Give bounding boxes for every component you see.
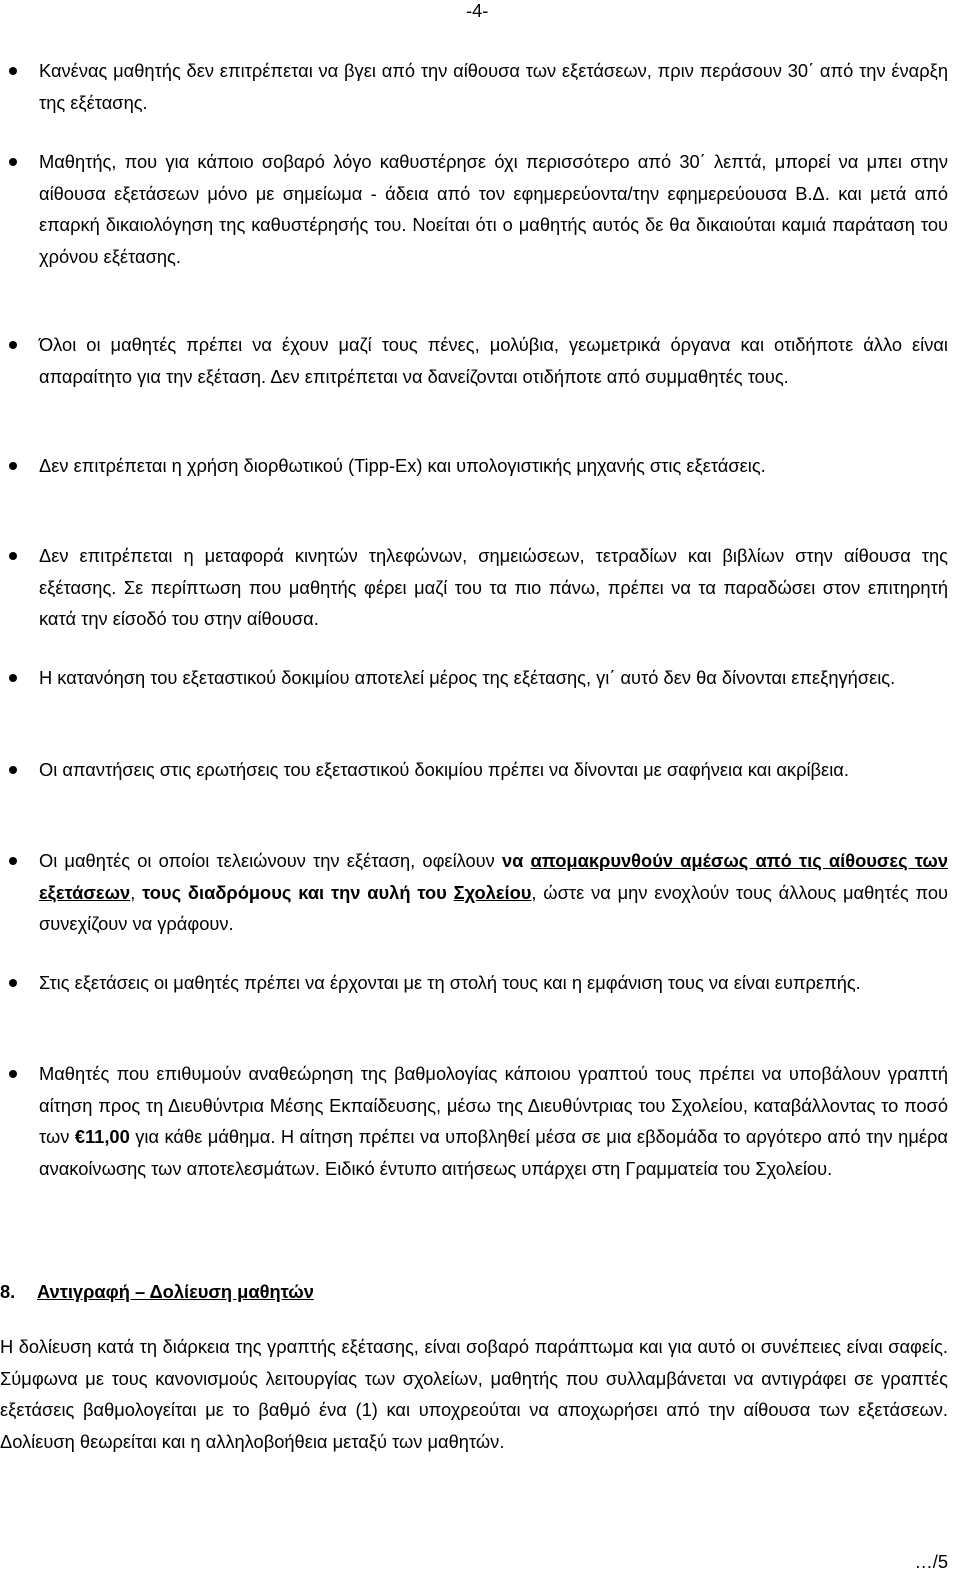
- bullet-icon: [9, 979, 17, 987]
- continued-marker: …/5: [914, 1551, 948, 1572]
- rule-text: Δεν επιτρέπεται η μεταφορά κινητών τηλεφώνων, σημειώσεων, τετραδίων και βιβλίων στην αίθουσα της εξέτασης. Σε περίπτωση που μαθητής φέρει μαζί του τα πιο πάνω, πρέπει να τα παραδώσει στον επιτηρητή κατά την είσοδό του στην αίθουσα.: [39, 545, 948, 629]
- rule-text: Όλοι οι μαθητές πρέπει να έχουν μαζί τους πένες, μολύβια, γεωμετρικά όργανα και οτιδήποτε άλλο είναι απαραίτητο για την εξέταση. Δεν επιτρέπεται να δανείζονται οτιδήποτε από συμμαθητές τους.: [39, 334, 948, 387]
- rule-text-bold-underline: Σχολείου: [453, 881, 532, 903]
- rule-text-bold-part: τους διαδρόμους: [142, 881, 292, 903]
- rule-text: Η κατανόηση του εξεταστικού δοκιμίου αποτελεί μέρος της εξέτασης, γι΄ αυτό δεν θα δίνονται επεξηγήσεις.: [39, 667, 896, 688]
- rule-text-part: Μαθητές που επιθυμούν αναθεώρηση της βαθμολογίας κάποιου γραπτού τους πρέπει να υποβάλουν γραπτή αίτηση προς τη Διευθύντρια Μέσης Εκπαίδευσης, μέσω της Διευθύντριας του Σχολείου, καταβάλλοντας το ποσό των: [39, 1063, 948, 1147]
- rule-text-part: για κάθε μάθημα. Η αίτηση πρέπει να υποβληθεί μέσα σε μια εβδομάδα το αργότερο από την ημέρα ανακοίνωσης των αποτελεσμάτων. Ειδικό έντυπο αιτήσεως υπάρχει στη Γραμματεία του Σχολείου.: [39, 1126, 948, 1179]
- rule-text: Κανένας μαθητής δεν επιτρέπεται να βγει από την αίθουσα των εξετάσεων, πριν περάσουν 30΄ από την έναρξη της εξέτασης.: [39, 60, 948, 113]
- bullet-icon: [9, 462, 17, 470]
- rule-text: Μαθητής, που για κάποιο σοβαρό λόγο καθυστέρησε όχι περισσότερο από 30΄ λεπτά, μπορεί να μπει στην αίθουσα εξετάσεων μόνο με σημείωμα - άδεια από τον εφημερεύοντα/την εφημερεύουσα Β.Δ. και μετά από επαρκή δικαιολόγηση της καθυστέρησής του. Νοείται ότι ο μαθητής αυτός δε θα δικαιούται καμιά παράταση του χρόνου εξέτασης.: [39, 151, 948, 267]
- rule-text-bold: €11,00: [74, 1126, 130, 1147]
- rule-text: [39, 845, 948, 940]
- rule-text-part: Οι μαθητές οι οποίοι τελειώνουν την εξέταση, οφείλουν: [39, 850, 502, 871]
- rule-text: [39, 1058, 948, 1184]
- bullet-icon: [9, 857, 17, 865]
- rule-text-bold-part: και την αυλή του: [291, 881, 454, 903]
- page-number: -4-: [466, 0, 489, 21]
- rule-text-bold-part: να: [501, 850, 531, 871]
- rule-text: Δεν επιτρέπεται η χρήση διορθωτικού (Tipp-Ex) και υπολογιστικής μηχανής στις εξετάσεις.: [39, 455, 766, 476]
- section-body: Η δολίευση κατά τη διάρκεια της γραπτής εξέτασης, είναι σοβαρό παράπτωμα και για αυτό οι συνέπειες είναι σαφείς. Σύμφωνα με τους κανονισμούς λειτουργίας των σχολείων, μαθητής που συλλαμβάνεται να αντιγράφει σε γραπτές εξετάσεις βαθμολογείται με το βαθμό ένα (1) και υποχρεούται να αποχωρήσει από την αίθουσα των εξετάσεων. Δολίευση θεωρείται και η αλληλοβοήθεια μεταξύ των μαθητών.: [0, 1336, 948, 1452]
- bullet-icon: [9, 158, 17, 166]
- rule-text-bold: [142, 882, 531, 903]
- bullet-icon: [9, 341, 17, 349]
- bullet-icon: [9, 552, 17, 560]
- rule-text: Στις εξετάσεις οι μαθητές πρέπει να έρχονται με τη στολή τους και η εμφάνιση τους να είναι ευπρεπής.: [39, 972, 861, 993]
- rule-text-part: ,: [130, 881, 143, 903]
- section-title: Αντιγραφή – Δολίευση μαθητών: [37, 1281, 314, 1302]
- section-heading: [0, 1281, 314, 1303]
- rule-text-part: , ώστε να μην ενοχλούν τους άλλους μαθητές που συνεχίζουν να γράφουν.: [39, 881, 949, 934]
- section-number: 8.: [0, 1281, 16, 1302]
- bullet-icon: [9, 1070, 17, 1078]
- rule-text-bold-underline: απομακρυνθούν αμέσως από τις αίθουσες των εξετάσεων: [39, 850, 948, 903]
- rule-text: Οι απαντήσεις στις ερωτήσεις του εξεταστικού δοκιμίου πρέπει να δίνονται με σαφήνεια και ακρίβεια.: [39, 759, 849, 780]
- bullet-icon: [9, 766, 17, 774]
- bullet-icon: [9, 674, 17, 682]
- bullet-icon: [9, 67, 17, 75]
